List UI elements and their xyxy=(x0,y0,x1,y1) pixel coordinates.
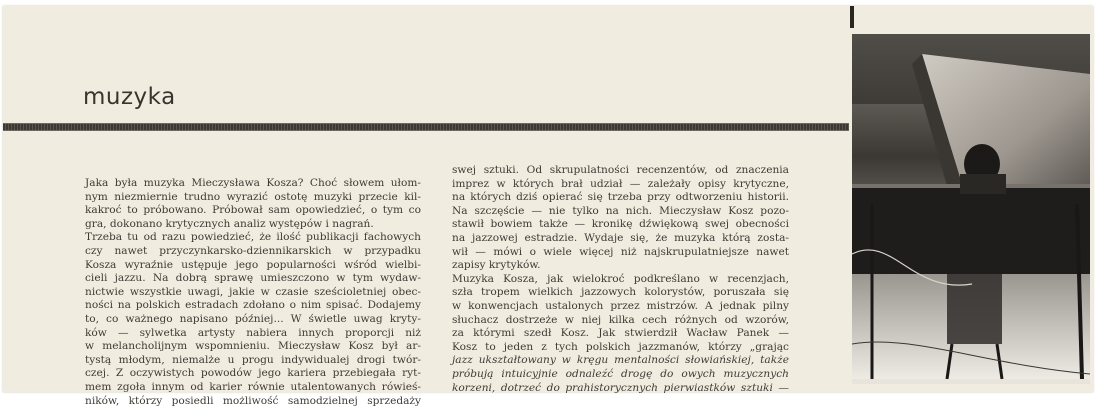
text-line: swej sztuki. Od skrupulatności recenzentów, od znaczenia xyxy=(452,164,789,178)
section-title: muzyka xyxy=(83,84,176,110)
text-line: ności na polskich estradach zdołano o nim spisać. Dodajemy xyxy=(85,299,421,313)
text-line: na jazzowej estradzie. Wydaje się, że muzyka którą zosta- xyxy=(452,232,789,246)
pianist-photo xyxy=(852,34,1090,384)
text-line: Muzyka Kosza, jak wielokroć podkreślano w recenzjach, xyxy=(452,273,789,287)
text-line: zapisy krytyków. xyxy=(452,259,789,273)
text-line: słuchacz dostrzeże w niej kilka cech różnych od wzorów, xyxy=(452,314,789,328)
text-column-right xyxy=(452,164,789,395)
text-line: Kosz to jeden z tych polskich jazzmanów, którzy „grając xyxy=(452,341,789,355)
text-line: za którymi szedł Kosz. Jak stwierdził Wacław Panek — xyxy=(452,327,789,341)
text-line: w konwencjach ustalonych przez mistrzów. A jednak pilny xyxy=(452,300,789,314)
text-line: jazz ukształtowany w kręgu mentalności słowiańskiej, także xyxy=(452,354,789,368)
text-line: wił — mówi o wiele więcej niż najskrupulatniejsze nawet xyxy=(452,246,789,260)
pianist-photo-illustration xyxy=(852,34,1090,384)
text-line: czy nawet przyczynkarsko-dziennikarskich w przypadku xyxy=(85,245,421,259)
text-column-left xyxy=(85,177,421,408)
text-line: mem zgoła innym od karier równie utalentowanych rówieś- xyxy=(85,381,421,395)
text-line: cieli jazzu. Na dobrą sprawę umieszczono w tym wydaw- xyxy=(85,272,421,286)
section-rule xyxy=(3,123,849,131)
text-line: ników, którzy posiedli możliwość samodzielnej sprzedaży xyxy=(85,395,421,408)
text-line: gra, dokonano krytycznych analiz występów i nagrań. xyxy=(85,218,421,232)
text-line: w melancholijnym wspomnieniu. Mieczysław Kosz był ar- xyxy=(85,340,421,354)
text-line: nym niezmiernie trudno wyrazić ostotę muzyki przecie kil- xyxy=(85,191,421,205)
photo-top-edge xyxy=(850,6,854,28)
text-line: Na szczęście — nie tylko na nich. Mieczysław Kosz pozo- xyxy=(452,205,789,219)
text-line: imprez w których brał udział — zależały opisy krytyczne, xyxy=(452,178,789,192)
text-line: czej. Z oczywistych powodów jego kariera przebiegała ryt- xyxy=(85,367,421,381)
text-line: Jaka była muzyka Mieczysława Kosza? Choć słowem ułom- xyxy=(85,177,421,191)
text-line: to, co ważnego napisano później... W świetle uwag kryty- xyxy=(85,313,421,327)
text-line: nictwie wszystkie uwagi, jakie w czasie sześcioletniej obec- xyxy=(85,286,421,300)
text-line: kakroć to próbowano. Próbował sam opowiedzieć, o tym co xyxy=(85,204,421,218)
text-line: Trzeba tu od razu powiedzieć, że ilość publikacji fachowych xyxy=(85,231,421,245)
text-line: szła tropem wielkich jazzowych kolorystów, poruszała się xyxy=(452,286,789,300)
text-line: korzeni, dotrzeć do prahistorycznych pierwiastków sztuki — xyxy=(452,382,789,396)
text-line: stawił bowiem także — kronikę dźwiękową swej obecności xyxy=(452,218,789,232)
text-line: ków — sylwetka artysty nabiera innych proporcji niż xyxy=(85,327,421,341)
text-line: próbują intuicyjnie odnaleźć drogę do owych muzycznych xyxy=(452,368,789,382)
text-line: tystą młodym, niemalże u progu indywidualej drogi twór- xyxy=(85,354,421,368)
text-line: Kosza wyraźnie ustępuje jego popularności wśród wielbi- xyxy=(85,259,421,273)
text-line: na których dziś opierać się trzeba przy odtworzeniu historii. xyxy=(452,191,789,205)
